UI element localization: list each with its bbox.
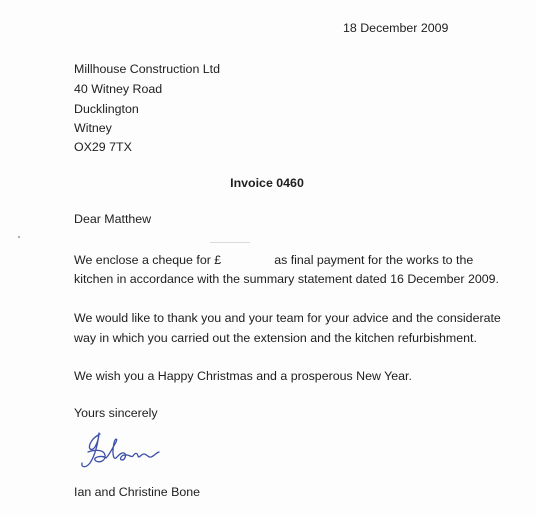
signature-stroke — [82, 433, 159, 467]
paragraph-1-after-amount: as final payment for the works to the — [274, 253, 474, 267]
recipient-street: 40 Witney Road — [74, 82, 163, 96]
recipient-town: Witney — [74, 121, 112, 135]
letter-date: 18 December 2009 — [343, 21, 449, 35]
redacted-amount — [221, 263, 274, 264]
recipient-village: Ducklington — [74, 102, 139, 116]
cheque-amount-rule — [210, 242, 250, 243]
recipient-company: Millhouse Construction Ltd — [74, 62, 221, 76]
invoice-subject-text: Invoice 0460 — [230, 176, 304, 190]
paragraph-1-line-2: kitchen in accordance with the summary statement dated 16 December 2009. — [74, 272, 499, 286]
paragraph-1-before-amount: We enclose a cheque for £ — [74, 253, 222, 267]
scan-speck — [18, 236, 20, 238]
handwritten-signature — [78, 430, 168, 476]
paragraph-2-line-1: We would like to thank you and your team for your advice and the considerate — [74, 311, 501, 325]
recipient-postcode: OX29 7TX — [74, 140, 132, 154]
greeting: Dear Matthew — [74, 212, 152, 226]
paragraph-3: We wish you a Happy Christmas and a prosperous New Year. — [74, 369, 412, 383]
signer-name: Ian and Christine Bone — [74, 485, 201, 499]
closing: Yours sincerely — [74, 406, 158, 420]
paragraph-1-line-1 — [74, 253, 473, 268]
paragraph-2-line-2: way in which you carried out the extension and the kitchen refurbishment. — [74, 331, 477, 345]
invoice-subject — [0, 176, 536, 191]
